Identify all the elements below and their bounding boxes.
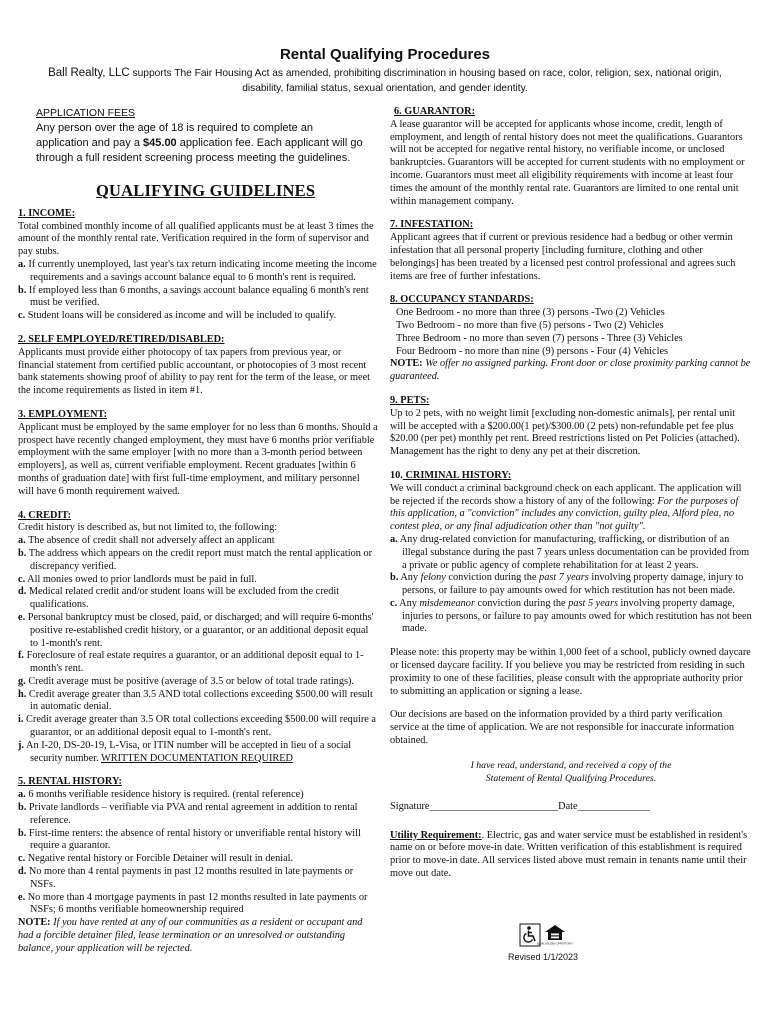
fees-line-2-post: application fee. Each applicant will go	[176, 137, 363, 149]
item-label: d.	[18, 866, 27, 878]
right-column	[390, 106, 752, 881]
felony-text: felony	[420, 572, 446, 584]
item-label: c.	[390, 597, 398, 609]
application-fees-heading: APPLICATION FEES	[36, 107, 135, 119]
credit-item-j	[18, 740, 378, 766]
credit-heading: 4. CREDIT:	[18, 509, 72, 521]
rental-history-section	[18, 776, 378, 955]
infestation-body: Applicant agrees that if current or previous residence had a bedbug or other vermin infestation that all personal property [including furniture, clothing and other belongings] has been treated by a licensed pest control professional and agrees such items are free of further infestations.	[390, 232, 736, 282]
utility-body: . Electric, gas and water service must be established in resident's name on or before move-in date. Written verification of this establishment is required prior to move-in date. All services listed above must remain in tenants name until their move out date.	[390, 829, 748, 880]
item-text: Credit average must be positive (average of 3.5 or below of total trade ratings).	[28, 675, 354, 687]
utility-requirement	[390, 830, 752, 881]
item-label: i.	[18, 714, 24, 726]
credit-item-d	[18, 586, 378, 612]
equal-housing-text: EQUAL HOUSING OPPORTUNITY	[536, 943, 574, 946]
item-label: c.	[18, 853, 26, 865]
criminal-item-b	[390, 572, 752, 598]
item-label: b.	[18, 802, 27, 814]
infestation-heading: 7. INFESTATION:	[390, 219, 474, 231]
utility-heading: Utility Requirement:	[390, 829, 482, 841]
employment-section	[18, 409, 378, 499]
fair-housing-statement	[30, 66, 740, 96]
credit-item-e	[18, 612, 378, 650]
criminal-heading-text: CRIMINAL HISTORY:	[402, 469, 512, 481]
item-text: involving property damage, injury to persons, or failure to pay amounts owed for which restitution has not been made.	[402, 572, 744, 597]
item-text: Foreclosure of real estate requires a guarantor, or an additional deposit equal to 1-month's rent.	[26, 650, 364, 675]
item-label: b.	[18, 827, 27, 839]
item-text: Credit average greater than 3.5 OR total collections exceeding $500.00 will require a guarantor, or an additional deposit equal to 1-month's rent.	[26, 714, 376, 739]
signature-date-line[interactable]: Signature_________________________Date______________	[390, 800, 650, 812]
income-heading: 1. INCOME:	[18, 207, 76, 219]
rental-item-e	[18, 892, 378, 918]
acknowledgement	[390, 759, 752, 785]
income-item-c	[18, 310, 378, 323]
qualifying-guidelines-heading: QUALIFYING GUIDELINES	[96, 181, 316, 200]
item-text: Student loans will be considered as income and will be included to qualify.	[27, 310, 337, 322]
item-text: If currently unemployed, last year's tax return indicating income meeting the income requirements and a savings account balance equal to 6 month's rent is required.	[28, 258, 377, 283]
self-employed-section	[18, 334, 378, 398]
income-item-b	[18, 285, 378, 311]
item-text: conviction during the	[445, 572, 540, 584]
credit-body: Credit history is described as, but not limited to, the following:	[18, 522, 278, 534]
criminal-body-text: We will conduct a criminal background check on each applicant. The application will be rejected if the records show a history of any of the following:	[390, 482, 742, 507]
rental-item-b	[18, 802, 378, 828]
occupancy-line: Four Bedroom - no more than nine (9) persons - Four (4) Vehicles	[396, 345, 669, 357]
company-name: Ball Realty, LLC	[48, 67, 130, 79]
self-employed-body: Applicants must provide either photocopy of tax papers from previous year, or financial statement from certified public accountant, or photocopies of 3 most recent bank statements showing proof of ability to pay rent for the term of the lease, or meet the income requirements as listed in item #1.	[18, 346, 370, 397]
item-text: Medical related credit and/or student loans will be excluded from the credit qualifications.	[28, 586, 340, 611]
credit-section	[18, 510, 378, 766]
income-section	[18, 208, 378, 323]
item-label: b.	[18, 284, 27, 296]
item-text: The address which appears on the credit report must match the rental application or discrepancy verified.	[28, 547, 373, 572]
criminal-body	[390, 483, 752, 534]
acknowledgement-line-1: I have read, understand, and received a copy of the	[470, 759, 672, 771]
credit-item-h	[18, 689, 378, 715]
item-label: c.	[18, 573, 26, 585]
infestation-section	[390, 219, 752, 283]
item-label: b.	[390, 572, 399, 584]
rental-item-d	[18, 866, 378, 892]
item-text: involving property damage, injuries to persons, or failure to pay amounts owed for which restitution has not been made.	[402, 597, 752, 635]
item-label: a.	[18, 535, 26, 547]
item-label: j.	[18, 739, 25, 751]
acknowledgement-line-2: Statement of Rental Qualifying Procedures.	[485, 772, 657, 784]
decisions-disclaimer: Our decisions are based on the information provided by a third party verification service at the time of application. We are not responsible for inaccurate information obtained.	[390, 709, 735, 747]
guarantor-heading: 6. GUARANTOR:	[394, 106, 476, 117]
occupancy-note-text: We offer no assigned parking. Front door or close proximity parking cannot be guaranteed.	[390, 358, 751, 383]
page-title: Rental Qualifying Procedures	[279, 46, 491, 63]
credit-item-g	[18, 676, 378, 689]
item-text: Personal bankruptcy must be closed, paid, or discharged; and will require 6-months' positive re-established credit history, or a guarantor, or an additional deposit equal to 1-month's rent.	[27, 611, 374, 649]
credit-item-f	[18, 650, 378, 676]
item-text: An I-20, DS-20-19, L-Visa, or ITIN number will be accepted in lieu of a social security number.	[26, 739, 352, 764]
pets-section	[390, 395, 752, 459]
pets-body: Up to 2 pets, with no weight limit [excluding non-domestic animals], per rental unit will be accepted with a $200.00(1 pet)/$300.00 (2 pets) non-refundable pet fee plus $20.00 (per pet) monthly pet rent. Breed restrictions listed on Pet Policies (attached). Management has the right to deny any pet at their discretion.	[390, 407, 740, 458]
occupancy-heading: 8. OCCUPANCY STANDARDS:	[390, 294, 534, 306]
employment-body: Applicant must be employed by the same employer for no less than 6 months. Should a prospect have recently changed employment, they must have 6 months prior verifiable employment with the same employer [with no more than a 3-month period between employers], as well as, current verifiable employment. Recent graduates [within 6 months of graduation date] with first full-time employment, and military personnel will have 6 month requirement waived.	[18, 421, 378, 497]
item-label: f.	[18, 650, 25, 662]
fee-amount: $45.00	[143, 137, 177, 149]
item-text: conviction during the	[474, 597, 569, 609]
item-text: Any drug-related conviction for manufacturing, trafficking, or distribution of an illegal substance during the past 7 years unless documentation can be provided from a private or public agency of complete rehabilitation for at least 2 years.	[399, 533, 750, 571]
credit-item-i	[18, 714, 378, 740]
left-column	[18, 106, 378, 967]
criminal-item-a	[390, 534, 752, 572]
item-text: No more than 4 mortgage payments in past 12 months resulted in late payments or NSFs; 6 months verifiable homeownership required	[27, 891, 368, 916]
rental-item-c	[18, 853, 378, 866]
item-text: First-time renters: the absence of rental history or unverifiable rental history will require a guarantor.	[28, 827, 361, 852]
item-label: a.	[18, 789, 26, 801]
criminal-history-section	[390, 470, 752, 636]
item-text: No more than 4 rental payments in past 12 months resulted in late payments or NSFs.	[28, 866, 354, 890]
pets-heading: 9. PETS:	[390, 394, 430, 406]
income-body: Total combined monthly income of all qualified applicants must be at least 3 times the amount of the monthly rental rate. Verification required in the form of supervisor and pay stubs.	[18, 220, 374, 258]
item-text: Any	[399, 597, 420, 609]
item-label: e.	[18, 891, 26, 903]
period-text: past 5 years	[568, 597, 618, 609]
occupancy-line: Three Bedroom - no more than seven (7) persons - Three (3) Vehicles	[396, 332, 683, 344]
occupancy-section	[390, 294, 752, 384]
fees-line-2	[36, 136, 378, 151]
occupancy-line: One Bedroom - no more than three (3) persons -Two (2) Vehicles	[396, 307, 665, 319]
guarantor-section	[390, 106, 752, 208]
item-text: Negative rental history or Forcible Detainer will result in denial.	[27, 853, 294, 865]
fair-housing-text: supports The Fair Housing Act as amended, prohibiting discrimination in housing based on race, color, religion, sex, national origin, disability, familial status, sexual orientation, and gender identity.	[129, 68, 722, 94]
criminal-history-heading	[390, 470, 752, 483]
credit-item-c	[18, 574, 378, 587]
item-text: The absence of credit shall not adversely affect an applicant	[28, 535, 275, 547]
income-item-a	[18, 259, 378, 285]
credit-item-b	[18, 548, 378, 574]
rental-history-note	[18, 917, 378, 955]
fees-line-1: Any person over the age of 18 is required to complete an	[36, 122, 314, 134]
item-label: h.	[18, 688, 27, 700]
occupancy-note	[390, 358, 752, 384]
equal-housing-icon	[536, 924, 574, 946]
rental-item-a	[18, 789, 378, 802]
school-proximity-notice: Please note: this property may be within 1,000 feet of a school, publicly owned daycare or licensed daycare facility. If you believe you may be restricted from residing in such proximity to one of these facilities, please consult with the appropriate authority prior to submitting an application or signing a lease.	[390, 647, 751, 697]
rental-history-heading: 5. RENTAL HISTORY:	[18, 776, 122, 788]
note-label: NOTE:	[390, 358, 423, 370]
item-text: Any	[400, 572, 421, 584]
written-documentation-required: WRITTEN DOCUMENTATION REQUIRED	[101, 752, 293, 764]
rental-item-b2	[18, 828, 378, 854]
logo-group	[520, 924, 574, 948]
criminal-item-c	[390, 598, 752, 636]
criminal-body-italic: For the purposes of this application, a "conviction" includes any conviction, guilty plea, Alford plea, no contest plea, or any final adjudication other than "not guilty".	[390, 495, 739, 533]
credit-item-a	[18, 535, 378, 548]
item-label: e.	[18, 611, 26, 623]
equal-housing-icon-svg	[536, 924, 574, 946]
occupancy-line: Two Bedroom - no more than five (5) persons - Two (2) Vehicles	[396, 319, 664, 331]
criminal-heading-number: 10.	[390, 469, 403, 481]
misdemeanor-text: misdemeanor	[419, 597, 475, 609]
application-fees-section	[18, 106, 378, 166]
self-employed-heading: 2. SELF EMPLOYED/RETIRED/DISABLED:	[18, 333, 225, 345]
item-label: g.	[18, 675, 26, 687]
item-text: If employed less than 6 months, a savings account balance equaling 6 month's rent must be verified.	[28, 284, 369, 309]
item-text: 6 months verifiable residence history is required. (rental reference)	[28, 789, 304, 801]
employment-heading: 3. EMPLOYMENT:	[18, 408, 108, 420]
fees-line-2-pre: application and pay a	[36, 137, 144, 149]
item-label: d.	[18, 586, 27, 598]
rental-history-note-text: If you have rented at any of our communities as a resident or occupant and had a forcible detainer filed, lease termination or an unresolved or outstanding balance, your application will be rejected.	[18, 917, 363, 954]
note-label: NOTE:	[18, 917, 51, 929]
item-label: c.	[18, 310, 26, 322]
item-label: a.	[18, 258, 26, 270]
item-text: Private landlords – verifiable via PVA and rental agreement in addition to rental reference.	[28, 802, 358, 826]
fees-line-3: through a full resident screening process meeting the guidelines.	[36, 152, 351, 164]
revised-date: Revised 1/1/2023	[508, 952, 579, 962]
item-label: a.	[390, 533, 398, 545]
item-label: b.	[18, 547, 27, 559]
item-text: Credit average greater than 3.5 AND total collections exceeding $500.00 will result in automatic denial.	[28, 688, 373, 713]
period-text: past 7 years	[539, 572, 589, 584]
item-text: All monies owed to prior landlords must be paid in full.	[27, 573, 257, 585]
guarantor-body: A lease guarantor will be accepted for applicants whose income, credit, length of employment, and length of rental history does not meet the qualifications. Guarantors will not be accepted for negative rental history, no verifiable income, or unclosed bankruptcies. Guarantors will be accepted for current students with no employment or income. Guarantors must meet all eligibility requirements with income at least four times the amount of the monthly rental rate. Guarantors are limited to one rental unit within management company.	[390, 118, 745, 207]
